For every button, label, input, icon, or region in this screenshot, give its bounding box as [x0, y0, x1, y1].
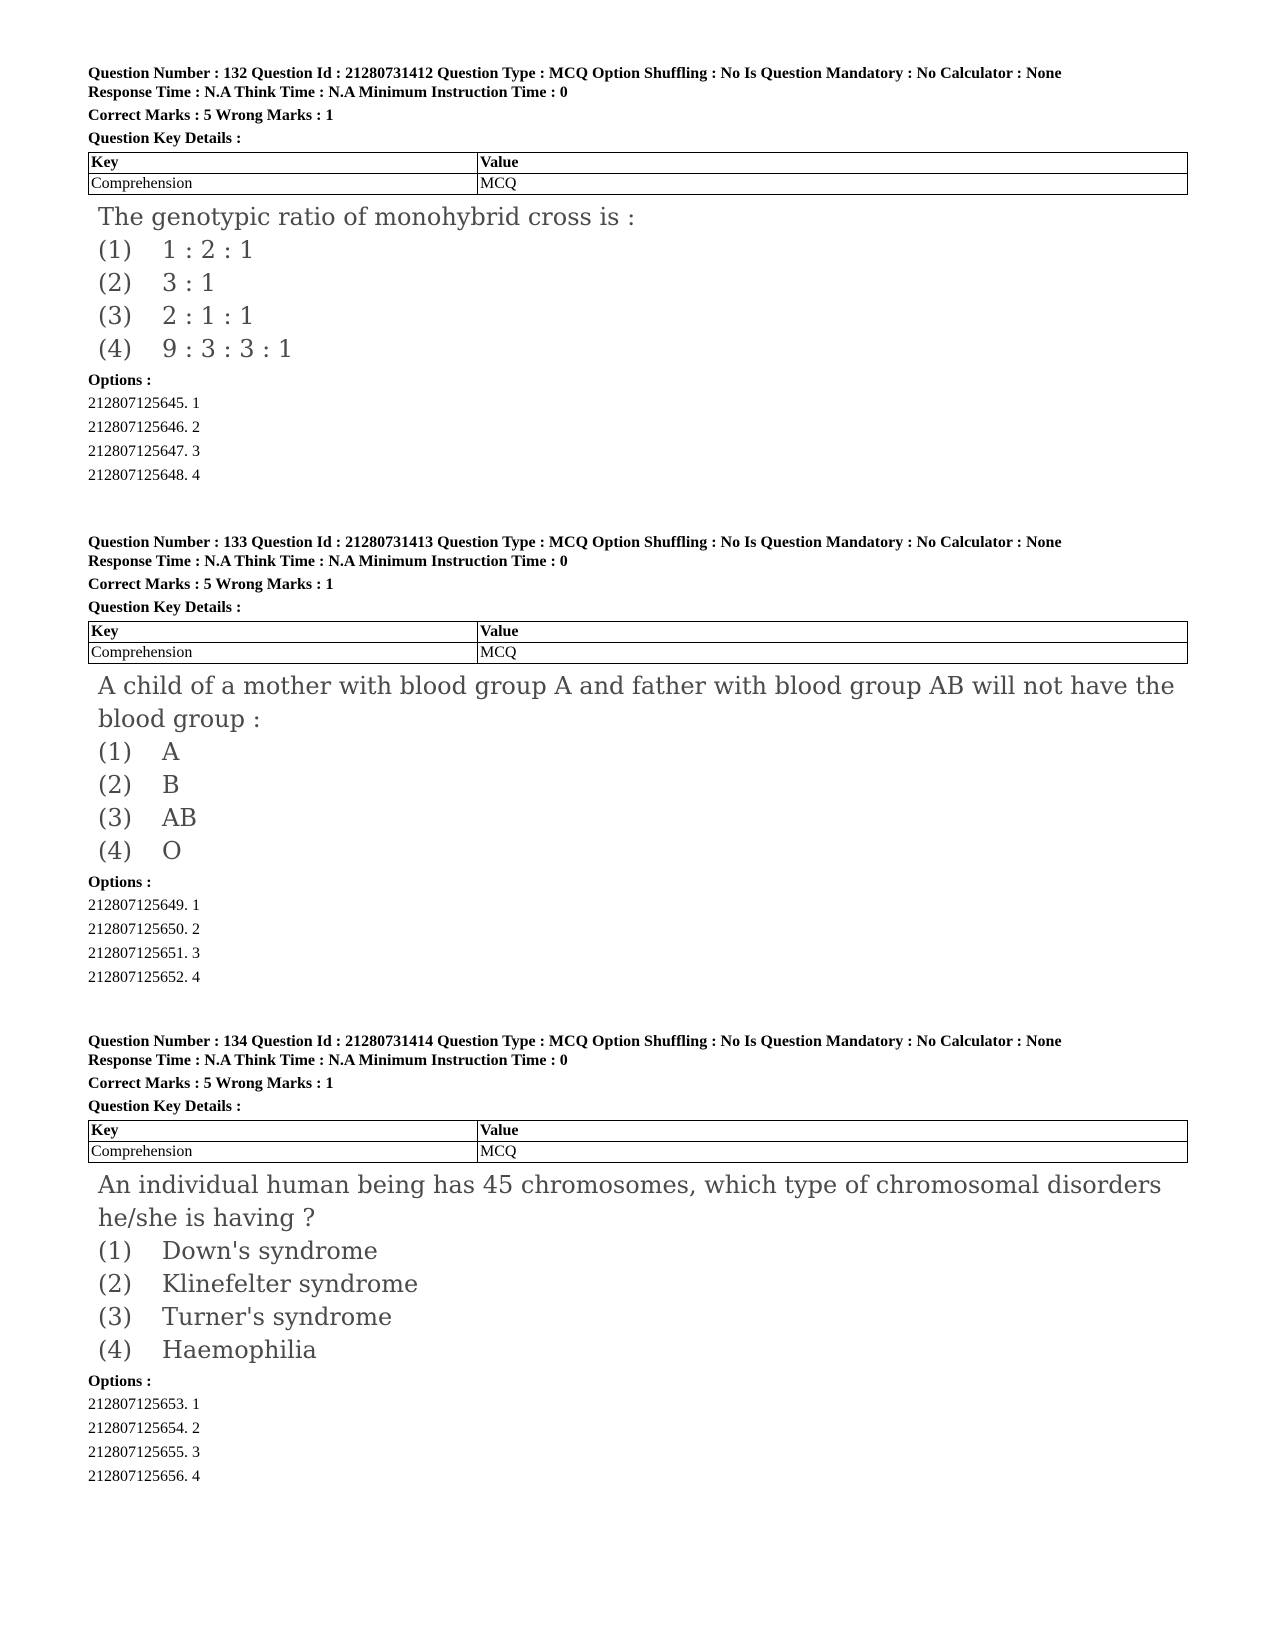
choice-number: (3): [98, 1303, 132, 1331]
choice-text: O: [162, 837, 182, 865]
table-header-value: Value: [478, 153, 1188, 174]
choice-item: [98, 234, 1188, 267]
choice-number: (1): [98, 738, 132, 766]
choice-item: [98, 802, 1188, 835]
choice-number: (4): [98, 1336, 132, 1364]
table-header-row: [89, 153, 1188, 174]
key-details-table: [88, 621, 1188, 664]
table-header-row: [89, 1121, 1188, 1142]
table-row: [89, 1142, 1188, 1163]
option-id: 212807125646. 2: [88, 419, 200, 436]
option-id: 212807125655. 3: [88, 1444, 200, 1461]
choice-number: (4): [98, 837, 132, 865]
choice-item: [98, 835, 1188, 868]
choice-text: 1 : 2 : 1: [162, 236, 255, 264]
choice-number: (3): [98, 302, 132, 330]
key-details-table: [88, 1120, 1188, 1163]
choice-text: Klinefelter syndrome: [162, 1270, 419, 1298]
choice-text: Haemophilia: [162, 1336, 317, 1364]
choice-item: [98, 1334, 1188, 1367]
table-cell-key: Comprehension: [89, 643, 478, 664]
choice-item: [98, 1235, 1188, 1268]
table-header-key: Key: [89, 622, 478, 643]
option-id: 212807125653. 1: [88, 1396, 200, 1413]
table-row: [89, 643, 1188, 664]
question-meta-line: Question Number : 132 Question Id : 21280731412 Question Type : MCQ Option Shuffling : No Is Question Mandatory : No Calculator : None: [88, 65, 1062, 82]
question-marks: Correct Marks : 5 Wrong Marks : 1: [88, 107, 334, 124]
table-cell-value: MCQ: [478, 1142, 1188, 1163]
question-stem: The genotypic ratio of monohybrid cross is :: [98, 203, 636, 231]
question-meta-line: Question Number : 133 Question Id : 21280731413 Question Type : MCQ Option Shuffling : No Is Question Mandatory : No Calculator : None: [88, 534, 1062, 551]
table-row: [89, 174, 1188, 195]
question-block: [88, 533, 1188, 990]
option-id: 212807125656. 4: [88, 1468, 200, 1485]
choice-text: 3 : 1: [162, 269, 216, 297]
table-header-key: Key: [89, 153, 478, 174]
choice-number: (4): [98, 335, 132, 363]
option-id: 212807125651. 3: [88, 945, 200, 962]
options-label: Options :: [88, 1373, 152, 1390]
key-details-label: Question Key Details :: [88, 130, 242, 147]
choice-number: (1): [98, 236, 132, 264]
choice-text: Down's syndrome: [162, 1237, 378, 1265]
option-id: 212807125652. 4: [88, 969, 200, 986]
option-id: 212807125647. 3: [88, 443, 200, 460]
choice-number: (3): [98, 804, 132, 832]
choice-text: B: [162, 771, 180, 799]
options-label: Options :: [88, 874, 152, 891]
choice-text: Turner's syndrome: [162, 1303, 393, 1331]
table-header-row: [89, 622, 1188, 643]
question-block: [88, 64, 1188, 488]
choice-item: [98, 1268, 1188, 1301]
question-timing-line: Response Time : N.A Think Time : N.A Minimum Instruction Time : 0: [88, 1052, 568, 1069]
choice-number: (2): [98, 771, 132, 799]
choice-number: (2): [98, 269, 132, 297]
option-id: 212807125645. 1: [88, 395, 200, 412]
option-id: 212807125654. 2: [88, 1420, 200, 1437]
option-id: 212807125648. 4: [88, 467, 200, 484]
question-timing-line: Response Time : N.A Think Time : N.A Minimum Instruction Time : 0: [88, 553, 568, 570]
choice-text: 2 : 1 : 1: [162, 302, 255, 330]
question-meta-line: Question Number : 134 Question Id : 21280731414 Question Type : MCQ Option Shuffling : No Is Question Mandatory : No Calculator : None: [88, 1033, 1062, 1050]
option-id: 212807125649. 1: [88, 897, 200, 914]
option-id: 212807125650. 2: [88, 921, 200, 938]
question-meta: [88, 1032, 1188, 1070]
question-block: [88, 1032, 1188, 1489]
choice-text: A: [162, 738, 180, 766]
table-cell-key: Comprehension: [89, 1142, 478, 1163]
key-details-label: Question Key Details :: [88, 1098, 242, 1115]
question-marks: Correct Marks : 5 Wrong Marks : 1: [88, 576, 334, 593]
question-content: [98, 1169, 1188, 1367]
choice-item: [98, 300, 1188, 333]
choice-item: [98, 769, 1188, 802]
choice-item: [98, 736, 1188, 769]
question-meta: [88, 533, 1188, 571]
question-marks: Correct Marks : 5 Wrong Marks : 1: [88, 1075, 334, 1092]
question-stem: An individual human being has 45 chromosomes, which type of chromosomal disorders he/she is having ?: [98, 1171, 1162, 1232]
choice-text: 9 : 3 : 3 : 1: [162, 335, 294, 363]
question-timing-line: Response Time : N.A Think Time : N.A Minimum Instruction Time : 0: [88, 84, 568, 101]
question-content: [98, 201, 1188, 366]
table-header-value: Value: [478, 622, 1188, 643]
choice-item: [98, 333, 1188, 366]
choice-number: (2): [98, 1270, 132, 1298]
table-cell-value: MCQ: [478, 174, 1188, 195]
choice-item: [98, 1301, 1188, 1334]
choice-text: AB: [162, 804, 197, 832]
options-label: Options :: [88, 372, 152, 389]
table-cell-value: MCQ: [478, 643, 1188, 664]
table-header-value: Value: [478, 1121, 1188, 1142]
choice-number: (1): [98, 1237, 132, 1265]
question-stem: A child of a mother with blood group A and father with blood group AB will not have the blood group :: [98, 672, 1175, 733]
table-cell-key: Comprehension: [89, 174, 478, 195]
choice-item: [98, 267, 1188, 300]
question-meta: [88, 64, 1188, 102]
question-content: [98, 670, 1188, 868]
key-details-label: Question Key Details :: [88, 599, 242, 616]
table-header-key: Key: [89, 1121, 478, 1142]
key-details-table: [88, 152, 1188, 195]
